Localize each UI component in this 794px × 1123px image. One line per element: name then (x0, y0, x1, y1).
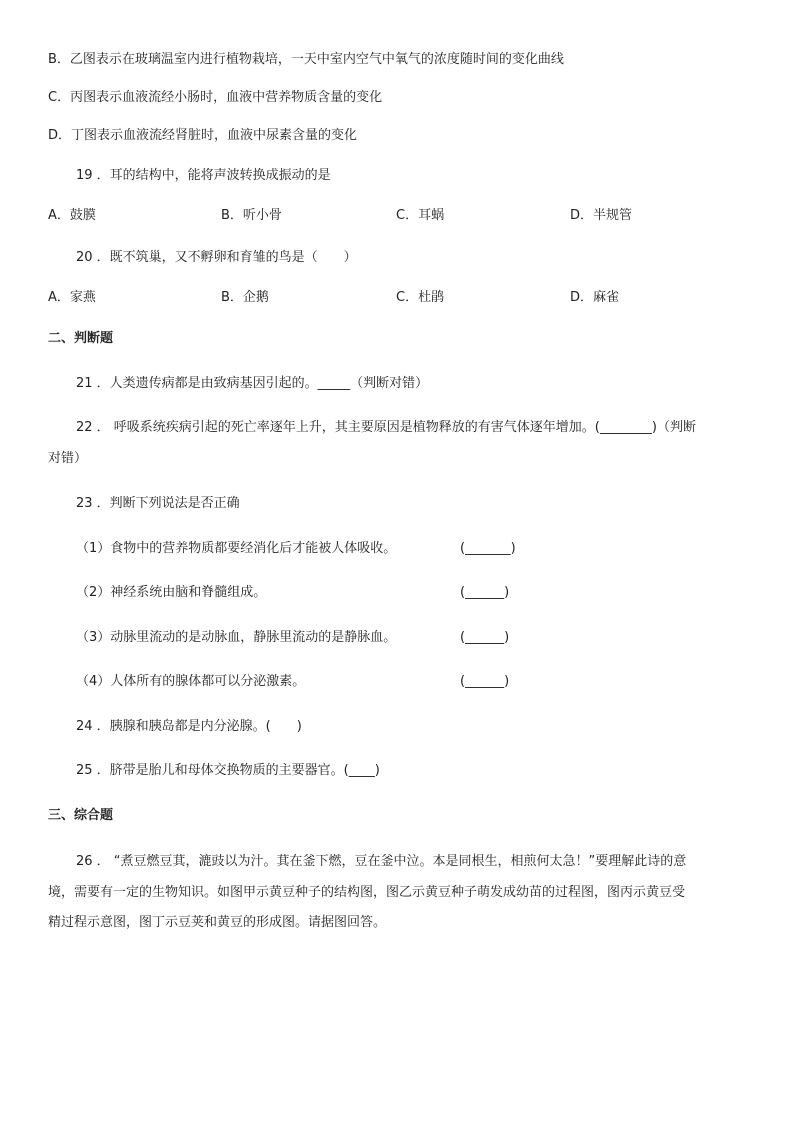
question-23-stem: 23 ．判断下列说法是否正确 (76, 496, 240, 511)
question-23-item-1: （1）食物中的营养物质都要经消化后才能被人体吸收。 (76, 541, 397, 556)
option-19-d: D．半规管 (570, 208, 633, 223)
section-2-heading: 二、判断题 (48, 331, 114, 346)
question-26-line-3: 精过程示意图，图丁示豆荚和黄豆的形成图。请据图回答。 (48, 915, 387, 930)
question-23-blank-1: (_______) (460, 541, 516, 556)
option-19-c: C．耳蜗 (396, 208, 445, 223)
option-20-d: D．麻雀 (570, 290, 620, 305)
question-24: 24 ．胰腺和胰岛都是内分泌腺。( ) (76, 719, 302, 734)
option-20-a: A．家燕 (48, 290, 96, 305)
question-23-item-3: （3）动脉里流动的是动脉血，静脉里流动的是静脉血。 (76, 630, 397, 645)
question-23-blank-4: (______) (460, 674, 510, 689)
question-23-blank-2: (______) (460, 585, 510, 600)
question-21: 21 ．人类遗传病都是由致病基因引起的。_____（判断对错） (76, 376, 429, 391)
question-22-line-2: 对错） (48, 451, 88, 466)
question-25: 25 ．脐带是胎儿和母体交换物质的主要器官。(____) (76, 763, 380, 778)
question-23-item-2: （2）神经系统由脑和脊髓组成。 (76, 585, 267, 600)
section-3-heading: 三、综合题 (48, 808, 114, 823)
option-18-d: D．丁图表示血液流经肾脏时，血液中尿素含量的变化 (48, 128, 358, 143)
option-20-b: B．企鹅 (221, 290, 269, 305)
question-19-stem: 19 ．耳的结构中，能将声波转换成振动的是 (76, 168, 331, 183)
question-26-line-1: 26 ． “煮豆燃豆萁，漉豉以为汁。萁在釜下燃，豆在釜中泣。本是同根生，相煎何太急！”要理解此诗的意 (76, 854, 687, 869)
option-19-a: A．鼓膜 (48, 208, 96, 223)
question-26-line-2: 境，需要有一定的生物知识。如图甲示黄豆种子的结构图，图乙示黄豆种子萌发成幼苗的过程图，图丙示黄豆受 (48, 885, 686, 900)
question-22-line-1: 22 ． 呼吸系统疾病引起的死亡率逐年上升，其主要原因是植物释放的有害气体逐年增加。(________)（判断 (76, 420, 696, 435)
question-20-stem: 20 ．既不筑巢，又不孵卵和育雏的鸟是（ ） (76, 250, 357, 265)
option-19-b: B．听小骨 (221, 208, 282, 223)
question-23-item-4: （4）人体所有的腺体都可以分泌激素。 (76, 674, 306, 689)
option-20-c: C．杜鹃 (396, 290, 445, 305)
question-23-blank-3: (______) (460, 630, 510, 645)
option-18-b: B．乙图表示在玻璃温室内进行植物栽培，一天中室内空气中氧气的浓度随时间的变化曲线 (48, 52, 564, 67)
option-18-c: C．丙图表示血液流经小肠时，血液中营养物质含量的变化 (48, 90, 383, 105)
